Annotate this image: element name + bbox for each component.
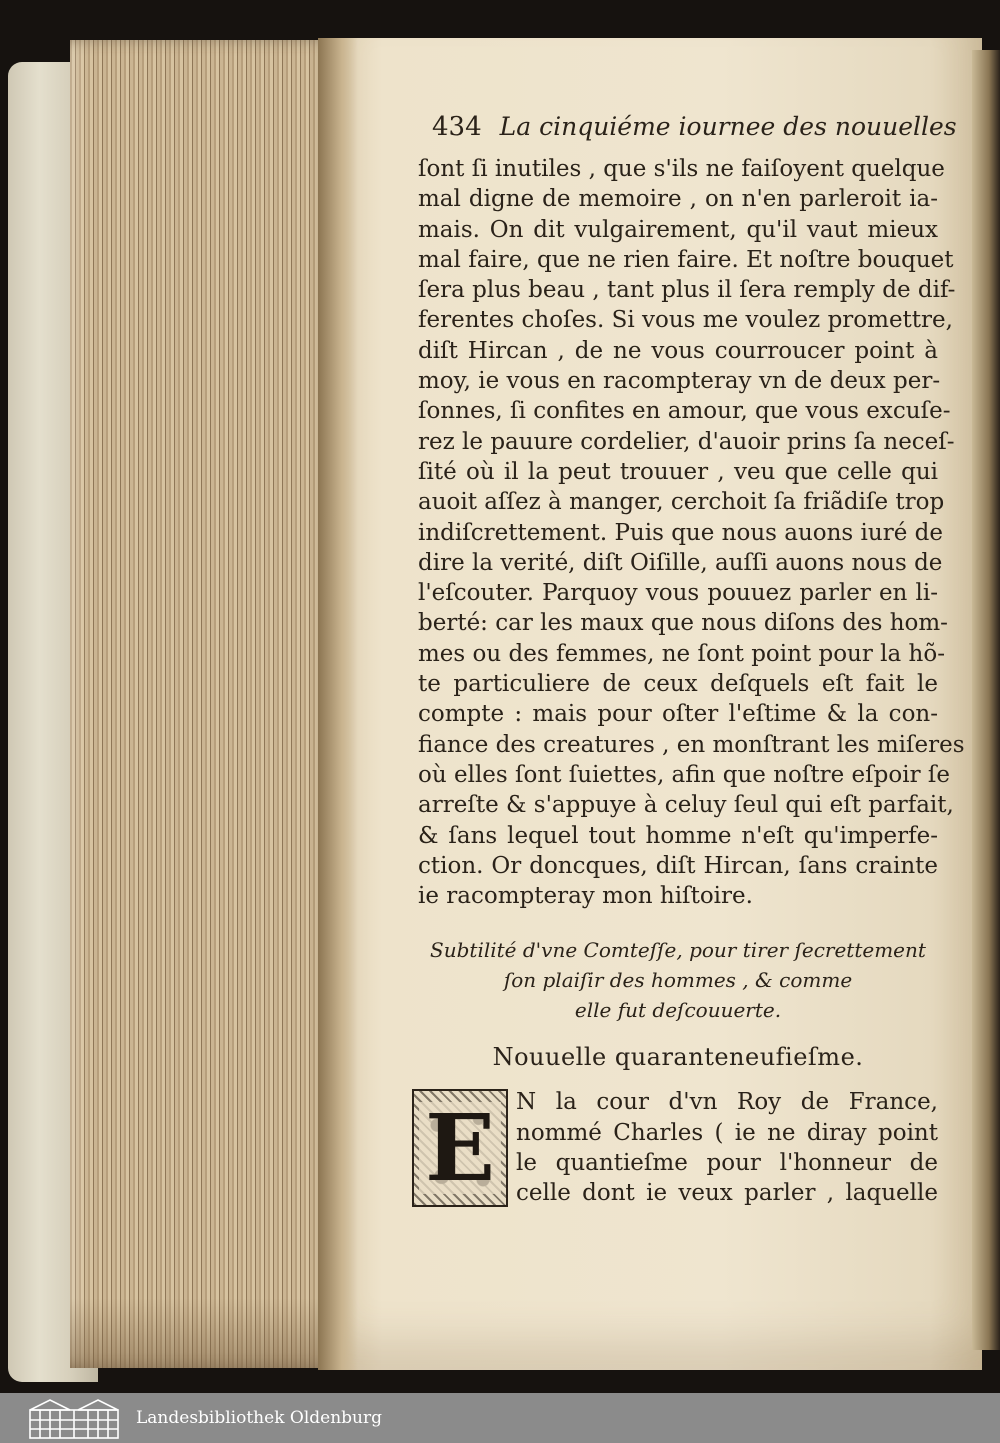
initial-letter: E (419, 1102, 501, 1194)
ornamental-initial (412, 1089, 508, 1207)
library-name: Landesbibliothek Oldenburg (136, 1408, 383, 1428)
text-line: compte : mais pour oſter l'eſtime & la con- (418, 701, 938, 728)
footer-bar (0, 1393, 1000, 1443)
text-line: mes ou des femmes, ne ſont point pour la hõ- (418, 640, 945, 667)
text-line: te particuliere de ceux deſquels eſt fait le (418, 671, 938, 698)
text-line: mal digne de memoire , on n'en parleroit ia- (418, 186, 938, 213)
text-line: celle dont ie veux parler , laquelle (516, 1180, 938, 1207)
text-line: rez le pauure cordelier, d'auoir prins ſa neceſ- (418, 428, 955, 455)
novel-heading: Nouuelle quaranteneufieſme. (492, 1043, 864, 1072)
summary-line: elle fut deſcouuerte. (574, 998, 782, 1023)
text-line: dire la verité, diſt Oiſille, auſſi auons nous de (418, 549, 943, 576)
summary-line: Subtilité d'vne Comteſſe, pour tirer ſecrettement (430, 938, 926, 963)
body-text (418, 154, 965, 911)
page-edges (70, 40, 332, 1368)
text-line: l'eſcouter. Parquoy vous pouuez parler en li- (418, 580, 938, 607)
page-text (418, 112, 965, 1209)
running-title: La cinquiéme iournee des nouuelles (499, 112, 957, 141)
text-line: ſera plus beau , tant plus il ſera remply de dif- (418, 277, 956, 304)
library-building-icon (26, 1396, 122, 1440)
text-line: auoit aſſez à manger, cerchoit ſa friãdiſe trop (418, 489, 945, 516)
page-gutter (318, 38, 358, 1370)
text-line: nommé Charles ( ie ne diray point (516, 1119, 938, 1146)
text-line: N la cour d'vn Roy de France, (516, 1089, 938, 1116)
text-line: ction. Or doncques, diſt Hircan, ſans crainte (418, 852, 938, 879)
text-line: diſt Hircan , de ne vous courroucer point à (418, 337, 938, 364)
text-line: indiſcrettement. Puis que nous auons iuré de (418, 519, 943, 546)
text-line: & ſans lequel tout homme n'eſt qu'imperfe- (418, 822, 938, 849)
text-line: le quantieſme pour l'honneur de (516, 1150, 938, 1177)
story-opening (418, 1087, 938, 1208)
text-line: mais. On dit vulgairement, qu'il vaut mieux (418, 216, 938, 243)
page-number: 434 (432, 112, 482, 142)
running-head (418, 112, 957, 142)
text-line: ie racompteray mon hiſtoire. (418, 883, 753, 910)
text-line: ſont ſi inutiles , que s'ils ne faiſoyent quelque (418, 156, 945, 182)
summary-line: ſon plaiſir des hommes , & comme (503, 968, 853, 993)
text-line: où elles ſont ſuiettes, afin que noſtre eſpoir ſe (418, 761, 951, 788)
text-line: ſité où il la peut trouuer , veu que celle qui (418, 458, 938, 485)
text-line: fiance des creatures , en monſtrant les miſeres (418, 731, 965, 758)
right-page-edge (972, 50, 1000, 1350)
text-line: ferentes choſes. Si vous me voulez promettre, (418, 307, 953, 334)
text-line: mal faire, que ne rien faire. Et noſtre bouquet (418, 246, 954, 273)
text-line: ſonnes, ſi confites en amour, que vous excuſe- (418, 398, 951, 425)
text-line: arreſte & s'appuye à celuy ſeul qui eſt parfait, (418, 792, 954, 819)
story-summary (418, 935, 938, 1025)
text-line: moy, ie vous en racompteray vn de deux per- (418, 368, 941, 395)
text-line: berté: car les maux que nous diſons des hom- (418, 610, 948, 637)
